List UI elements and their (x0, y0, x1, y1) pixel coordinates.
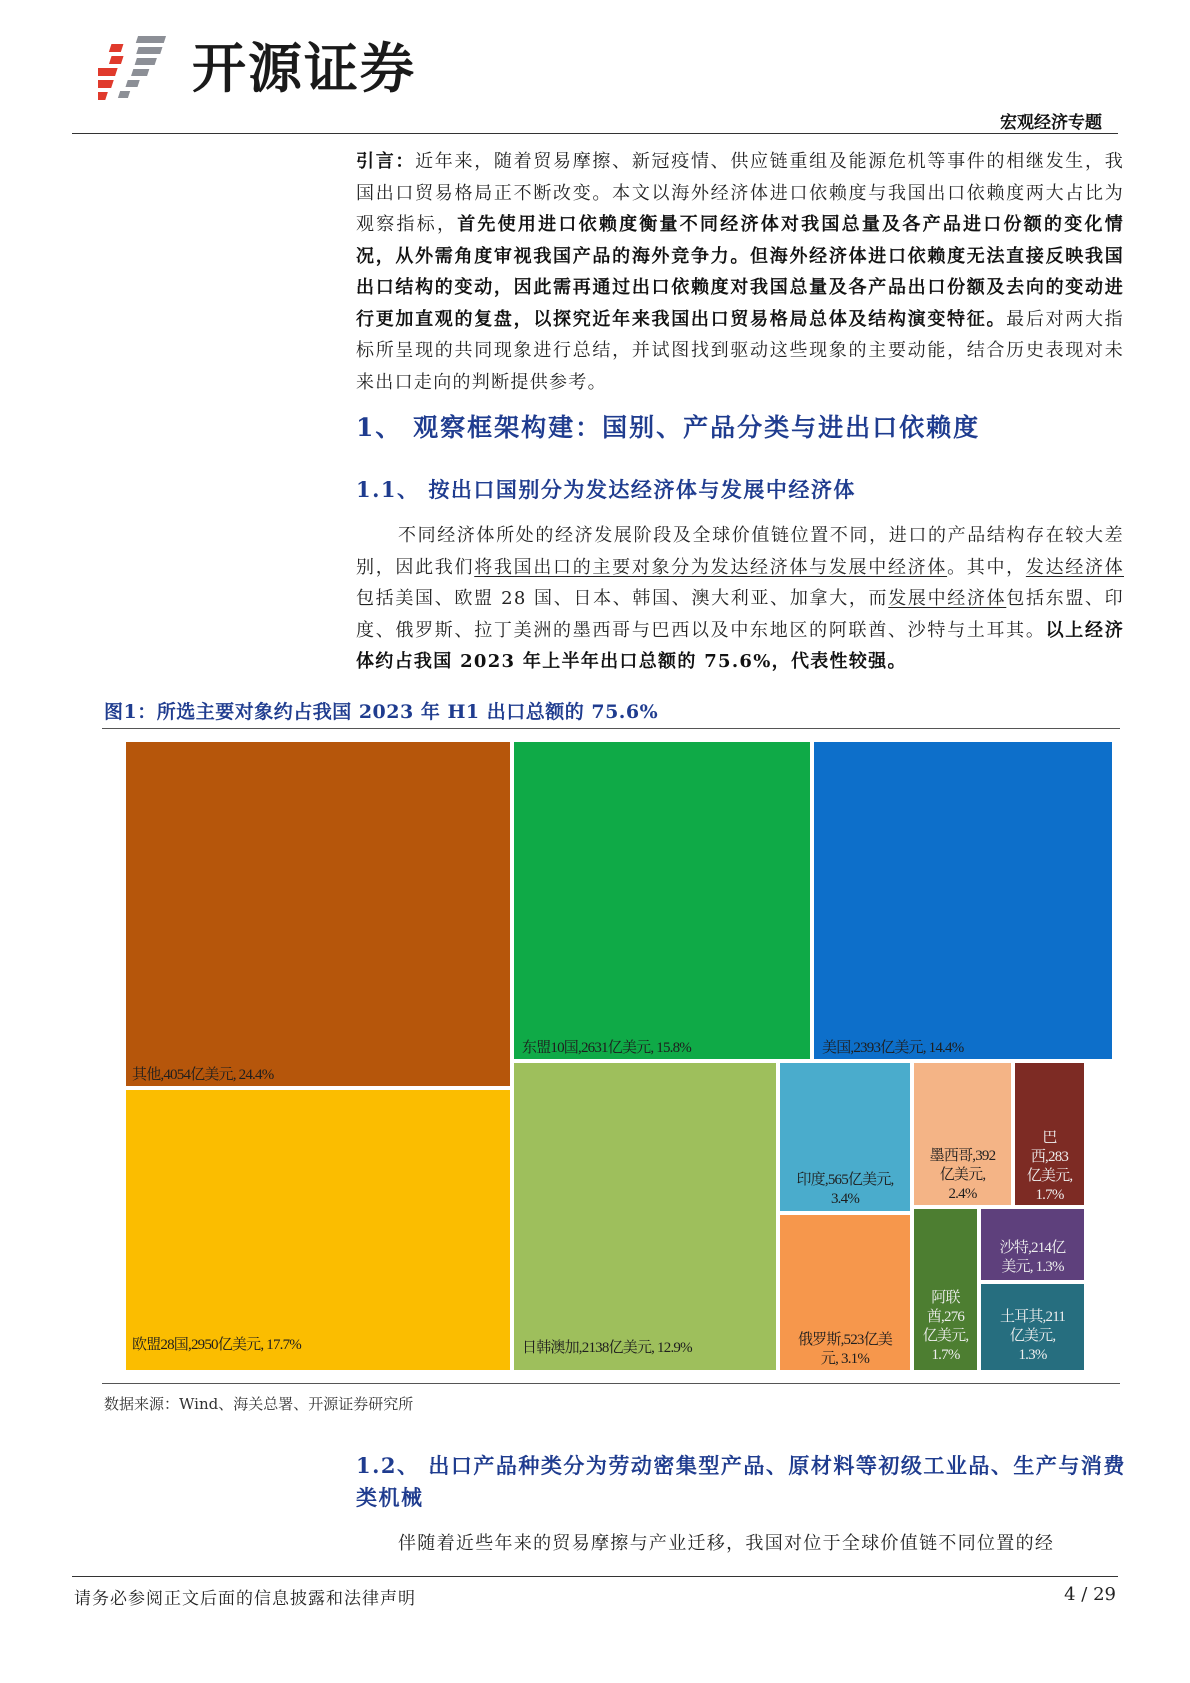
tile-label-brazil (1015, 1129, 1084, 1205)
tile-uae (912, 1207, 979, 1372)
tile-label-saudi (981, 1239, 1084, 1277)
label-line: 墨西哥,392 (929, 1148, 996, 1164)
tile-label-other: 其他,4054亿美元, 24.4% (132, 1067, 274, 1083)
figure-source: 数据来源：Wind、海关总署、开源证券研究所 (104, 1395, 414, 1413)
text-run: 。其中， (947, 556, 1026, 578)
intro-bold-text: 首先使用进口依赖度衡量不同经济体对我国总量及各产品进口份额的变化情况，从外需角度审视我国产品的海外竞争力。但海外经济体进口依赖度无法直接反映我国出口结构的变动，因此需再通过出口依赖度对我国总量及各产品出口份额及去向的变动进行更加直观的复盘，以探究近年来我国出口贸易格局总体及结构演变特征。 (356, 214, 1125, 330)
tile-us (812, 740, 1114, 1061)
figure-top-rule (102, 728, 1120, 729)
tile-label-turkey (981, 1308, 1084, 1365)
tile-label-us: 美国,2393亿美元, 14.4% (822, 1040, 964, 1056)
label-line: 3.4% (830, 1191, 860, 1207)
section-1-2-paragraph: 伴随着近些年来的贸易摩擦与产业迁移，我国对位于全球价值链不同位置的经 (398, 1533, 1055, 1554)
label-line: 1.7% (931, 1347, 960, 1363)
company-logo-icon (98, 30, 178, 110)
underlined-text: 将我国出口的主要对象分为发达经济体与发展中经济体 (474, 556, 948, 578)
label-line: 阿联 (931, 1290, 960, 1306)
treemap-chart (124, 740, 1114, 1372)
tile-other (124, 740, 512, 1088)
tile-russia (778, 1213, 912, 1372)
intro-lead: 引言： (356, 151, 416, 172)
section-1-1-heading: 1.1、 按出口国别分为发达经济体与发展中经济体 (356, 477, 856, 502)
intro-paragraph (356, 146, 1124, 398)
figure-title: 图1：所选主要对象约占我国 2023 年 H1 出口总额的 75.6% (104, 701, 659, 723)
tile-label-jkac: 日韩澳加,2138亿美元, 12.9% (522, 1340, 692, 1356)
bold-text: 以上经济体约占我国 2023 年上半年出口总额的 75.6%，代表性较强。 (356, 619, 1125, 672)
tile-label-uae (914, 1289, 977, 1365)
tile-saudi (979, 1207, 1086, 1282)
footer-divider (72, 1576, 1118, 1577)
label-line: 俄罗斯,523亿美 (797, 1332, 893, 1348)
report-type: 宏观经济专题 (1000, 113, 1102, 133)
figure-bottom-rule (102, 1383, 1120, 1384)
tile-jkac (512, 1061, 778, 1372)
tile-label-mexico (914, 1147, 1011, 1204)
tile-label-india (780, 1171, 910, 1209)
label-line: 1.3% (1018, 1347, 1047, 1363)
tile-label-russia (780, 1331, 910, 1369)
section-1-1-paragraph (356, 520, 1124, 678)
underlined-text: 发达经济体 (1025, 556, 1124, 578)
label-line: 亿美元, (1026, 1168, 1073, 1184)
label-line: 亿美元, (939, 1167, 986, 1183)
section-1-heading: 1、 观察框架构建：国别、产品分类与进出口依赖度 (356, 413, 981, 442)
footer-disclaimer: 请务必参阅正文后面的信息披露和法律声明 (74, 1589, 416, 1609)
section-1-2-heading: 1.2、 出口产品种类分为劳动密集型产品、原材料等初级工业品、生产与消费类机械 (356, 1453, 1126, 1510)
text-run: 包括东盟、印度、俄罗斯、拉丁美洲的墨西哥与巴西以及中东地区的阿联酋、沙特与土耳其。 (356, 588, 1124, 641)
intro-text-2: 最后对两大指标所呈现的共同现象进行总结，并试图找到驱动这些现象的主要动能，结合历史表现对未来出口走向的判断提供参考。 (356, 308, 1124, 393)
label-line: 西,283 (1030, 1149, 1069, 1165)
tile-label-eu: 欧盟28国,2950亿美元, 17.7% (132, 1337, 301, 1353)
label-line: 亿美元, (922, 1328, 969, 1344)
tile-india (778, 1061, 912, 1213)
label-line: 印度,565亿美元, (796, 1172, 894, 1188)
tile-mexico (912, 1061, 1013, 1207)
label-line: 沙特,214亿 (999, 1240, 1066, 1256)
intro-text-1: 近年来，随着贸易摩擦、新冠疫情、供应链重组及能源危机等事件的相继发生，我国出口贸易格局正不断改变。本文以海外经济体进口依赖度与我国出口依赖度两大占比为观察指标， (356, 151, 1124, 235)
header-divider (72, 133, 1118, 134)
label-line: 巴 (1042, 1130, 1057, 1146)
label-line: 土耳其,211 (999, 1309, 1066, 1325)
tile-brazil (1013, 1061, 1086, 1207)
tile-eu (124, 1088, 512, 1372)
label-line: 1.7% (1035, 1187, 1064, 1203)
text-run: 包括美国、欧盟 28 国、日本、韩国、澳大利亚、加拿大，而 (356, 588, 889, 609)
text-run: 不同经济体所处的经济发展阶段及全球价值链位置不同，进口的产品结构存在较大差别，因此我们 (356, 525, 1124, 578)
label-line: 元, 3.1% (820, 1351, 870, 1367)
page-number: 4 / 29 (1064, 1584, 1116, 1605)
label-line: 亿美元, (1009, 1328, 1056, 1344)
label-line: 酋,276 (926, 1309, 965, 1325)
brand-name: 开源证券 (192, 37, 416, 100)
tile-turkey (979, 1282, 1086, 1372)
underlined-text: 发展中经济体 (888, 588, 1007, 609)
label-line: 美元, 1.3% (1001, 1259, 1064, 1275)
label-line: 2.4% (948, 1186, 977, 1202)
tile-label-asean: 东盟10国,2631亿美元, 15.8% (522, 1040, 691, 1056)
tile-asean (512, 740, 812, 1061)
